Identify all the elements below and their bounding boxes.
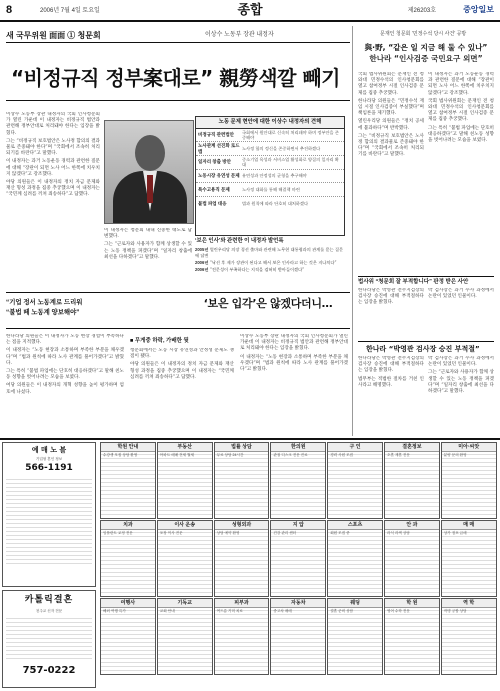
ad-cell[interactable]	[157, 442, 213, 519]
ad-title: 학 원	[385, 599, 439, 608]
ad-brand: 카톨릭결혼	[24, 595, 74, 605]
table-row: 불법 파업 대응 법과 원칙에 따라 단호히 대처하겠다	[198, 200, 309, 206]
ad-title: 스포츠	[328, 521, 382, 530]
ad-phone: 566-1191	[25, 462, 73, 473]
table-row: 노사관계 선진화 로드맵 노사정 합의 정신을 존중하면서 추진하겠다	[196, 142, 344, 156]
ad-title: 한의원	[271, 443, 325, 452]
ad-title: 부동산	[158, 443, 212, 452]
right-body2-col1	[358, 356, 424, 436]
ad-text: 중고차 매매	[273, 609, 292, 614]
ad-cell[interactable]	[327, 598, 383, 675]
paragraph: 여당 의원들은 이 내정자의 개혁 성향을 높이 평가하며 엄호에 나섰다.	[6, 383, 124, 395]
ad-text: 작명 궁합 상담	[443, 609, 467, 614]
table-row: 일자리 창출 방안 중소기업 육성과 서비스업 활성화로 양질의 일자리 확대	[196, 156, 344, 170]
ad-title: 성형외과	[215, 521, 269, 530]
paragraph: 그는 “비정규직 보호법안은 노사정 합의의 결과물로 존중돼야 한다”며 “국회에서 조속히 처리되기를 바란다”고 말했다.	[358, 133, 424, 158]
table-row: 노동시장 유연성 문제 유연성과 안정성의 균형을 추구해야	[196, 170, 344, 184]
ad-text: 초혼 재혼 전문	[387, 453, 410, 458]
ad-text: 수강생 모집 상담 환영	[103, 453, 138, 458]
lead-body-col2a	[104, 228, 192, 290]
right-body-col1	[358, 72, 424, 272]
ad-body	[6, 477, 92, 567]
ad-matchmaking[interactable]	[2, 442, 96, 587]
ad-title: 법률 상담	[215, 443, 269, 452]
table-title: 노동 문제 현안에 대한 이상수 내정자의 견해	[196, 117, 344, 129]
paragraph: 이 내정자는 과거 노동운동 경력과 관련한 질문에 대해 “장관이 되면 노사 어느 한쪽에 치우치지 않겠다”고 강조했다.	[428, 72, 494, 96]
remark-row: 2006년 “전문성이 부족하다는 지적을 겸허히 받아들이겠다”	[195, 266, 305, 272]
ad-cell[interactable]	[100, 598, 156, 675]
table-row: 비정규직 관련법안 국회에서 원안대로 신속히 처리돼야 하며 정부안을 존중해야	[196, 129, 344, 143]
ad-subtitle: 천주교 신자 전문	[35, 609, 63, 614]
right-headline-2: 한나라 “박영관 검사장 승진 부적절”	[366, 345, 480, 353]
paragraph: 그는 “근로자와 사용자가 함께 상생할 수 있는 노동 정책을 펴겠다”며 “일자리 창출에 최선을 다하겠다”고 말했다.	[428, 370, 494, 395]
paragraph: 국회 법사위원회는 문재인 전 청와대 민정수석의 인사청문회를 열고 참여정부 시절 인사검증 문제를 집중 추궁했다.	[428, 98, 494, 123]
ad-title: 지 압	[271, 521, 325, 530]
paragraph: 국회 법사위원회는 문재인 전 청와대 민정수석의 인사청문회를 열고 참여정부 시절 인사검증 문제를 집중 추궁했다.	[358, 72, 424, 96]
ad-cell[interactable]	[441, 442, 497, 519]
right-subhead: 법사위 “청문회 잘 부적합니다” 판정 받은 사안	[358, 279, 469, 285]
ad-title: 기독교	[158, 599, 212, 608]
ad-cell[interactable]	[270, 442, 326, 519]
ad-text: 관절 디스크 전문 진료	[273, 453, 308, 458]
ad-cell[interactable]	[327, 442, 383, 519]
issue-opinion-table	[195, 116, 345, 236]
ad-title: 학원 안내	[101, 443, 155, 452]
ad-phone: 757-0222	[22, 665, 76, 677]
ad-text: 무료 상담 24시간	[216, 453, 244, 458]
ad-text: 결혼 준비 상담	[330, 609, 354, 614]
ad-cell[interactable]	[214, 442, 270, 519]
paragraph: 한나라당은 박영관 전주지검장의 검사장 승진에 대해 부적절하다는 입장을 밝혔다.	[358, 288, 424, 306]
ad-cell[interactable]	[157, 598, 213, 675]
ad-text: 경력 사원 모집	[330, 453, 354, 458]
paragraph: 이 내정자는 과거 노동운동 경력과 관련한 질문에 대해 “장관이 되면 노사 어느 한쪽에 치우치지 않겠다”고 강조했다.	[6, 159, 100, 177]
series-tag: 새 국무위원 面面 ① 청문회	[6, 31, 101, 40]
paragraph: 야당 의원들은 이 내정자의 정치 자금 문제와 재산 형성 과정을 집중 추궁했으며 이 내정자는 “국민께 심려를 끼쳐 죄송하다”고 답했다.	[6, 180, 100, 198]
ad-title: 치과	[101, 521, 155, 530]
paragraph: 그는 “근로자와 사용자가 함께 상생할 수 있는 노동 정책을 펴겠다”며 “일자리 창출에 최선을 다하겠다”고 말했다.	[104, 242, 192, 260]
ad-cell[interactable]	[270, 598, 326, 675]
ad-title: 안 과	[385, 521, 439, 530]
paragraph: 그는 “비정규직 보호법안은 노사정 합의의 결과물로 존중돼야 한다”며 “국회에서 조속히 처리되기를 바란다”고 말했다.	[6, 138, 100, 157]
ad-subtitle: 기업형 혼인 정보	[35, 456, 63, 461]
issue-date: 2006년 7월 4일 토요일	[40, 8, 100, 14]
table-row: 특수고용직 문제 노사정 대화를 통해 해결책 마련	[196, 183, 344, 197]
divider	[358, 341, 494, 342]
right-body-col2	[428, 72, 494, 272]
ad-cell[interactable]	[100, 442, 156, 519]
ad-text: 라식 라섹 상담	[387, 531, 410, 536]
remarks-title: ‘보은 인사’와 관련한 이 내정자 발언록	[195, 238, 284, 244]
ad-text: 아파트 매매 전세 월세	[159, 453, 195, 458]
kicker	[6, 299, 82, 317]
lead-headline: “비정규직 정부案대로” 親勞색깔 빼기	[10, 66, 341, 90]
divider	[6, 292, 350, 293]
ad-cell[interactable]	[157, 520, 213, 597]
nominee-label: 이상수 노동부 장관 내정자	[205, 32, 274, 38]
kicker-line-2: “불법 떼 노동계 양보해야”	[6, 309, 80, 316]
paragraph: 박 검사장은 과거 수사 과정에서 논란이 있었던 인물이다.	[428, 288, 494, 300]
paragraph: 이 내정자는 “노동 현장과 소통하며 부족한 부분을 채우겠다”며 “법과 원칙에 따라 노사 관계를 풀어가겠다”고 밝혔다.	[240, 354, 348, 373]
ad-brand: 예 매 노 블	[31, 446, 67, 454]
right-sub-body1	[358, 288, 424, 340]
paragraph: 야당 의원들은 이 내정자의 정치 자금 문제와 재산 형성 과정을 집중 추궁했으며 이 내정자는 “국민께 심려를 끼쳐 죄송하다”고 답했다.	[130, 362, 234, 380]
ad-text: 포장 이사 전문	[159, 531, 183, 536]
ad-text: 건강 관리 센터	[273, 531, 297, 536]
ad-title: 이사 운송	[158, 521, 212, 530]
remarks-box	[195, 238, 345, 290]
ad-title: 구 인	[328, 443, 382, 452]
ad-title: 미아·씨앗	[442, 443, 496, 452]
section-title: 종합	[237, 2, 263, 17]
ad-text: 상담 예약 환영	[216, 531, 240, 536]
remark-row: 2005년 열린우리당 의장 경선 출마와 관련해 노무현 대통령과의 관계를 묻는 질문에 답변	[195, 246, 344, 258]
right-headline	[358, 42, 494, 64]
ad-cell[interactable]	[441, 598, 497, 675]
ad-cell[interactable]	[384, 520, 440, 597]
ad-title: 여행사	[101, 599, 155, 608]
ad-body	[6, 618, 92, 662]
page-number: 8	[6, 4, 13, 16]
ad-catholic-marriage[interactable]	[2, 590, 96, 688]
ad-text: 분양 문의 환영	[443, 453, 467, 458]
ad-title: 결혼정보	[385, 443, 439, 452]
masthead	[0, 0, 500, 22]
paragraph: 열린우리당 의원들은 “정치 공세에 불과하다”며 반박했다.	[358, 119, 424, 131]
right-body2-col2	[428, 356, 494, 436]
ad-text: 회원 모집 중	[330, 531, 350, 536]
ad-text: 해외 여행 특가	[103, 609, 126, 614]
divider	[6, 42, 350, 43]
paragraph: 한나라당 의원들은 이 내정자가 노동 현장 경험이 부족하다는 점을 지적했다.	[6, 334, 124, 346]
paragraph: 그는 특히 “불법 파업에는 단호히 대응하겠다”고 말해 친노동 성향을 벗어나려는 모습을 보였다.	[428, 125, 494, 144]
ad-cell[interactable]	[214, 520, 270, 597]
ad-cell[interactable]	[270, 520, 326, 597]
paragraph: 법무부는 적법한 절차를 거친 인사라고 해명했다.	[358, 376, 424, 388]
divider	[6, 100, 350, 101]
right-sub-body2	[428, 288, 494, 340]
paper-name: 중앙일보	[463, 5, 494, 14]
paragraph: 청문회에서는 노동 시장 유연성과 안정성 문제도 쟁점이 됐다.	[130, 348, 234, 360]
right-headline-line-2: 한나라 “인사검증 국민요구 외면”	[369, 54, 483, 63]
paragraph: 이상수 노동부 장관 내정자의 국회 인사청문회가 열린 가운데 이 내정자는 비정규직 법안과 관련해 정부안대로 처리돼야 한다는 입장을 밝혔다.	[240, 334, 348, 352]
ad-text: 영어 수학 전문	[387, 609, 410, 614]
column-divider	[352, 26, 353, 436]
ad-text: 교회 안내	[159, 609, 175, 614]
paragraph: 한나라당은 박영관 전주지검장의 검사장 승진에 대해 부적절하다는 입장을 밝혔다.	[358, 356, 424, 374]
second-story-col3	[240, 334, 348, 434]
paragraph: 한나라당 의원들은 “민정수석 재임 시절 인사검증이 부실했다”며 책임론을 제기했다.	[358, 98, 424, 117]
second-story-col1	[6, 334, 124, 434]
right-headline-line-1: 與·野, “같은 일 지금 해 둘 수 있나”	[364, 43, 488, 52]
ad-title: 웨딩	[328, 599, 382, 608]
ad-cell[interactable]	[441, 520, 497, 597]
ad-cell[interactable]	[100, 520, 156, 597]
ad-cell[interactable]	[327, 520, 383, 597]
divider	[6, 328, 350, 329]
ad-title: 역 학	[442, 599, 496, 608]
issue-number: 제26203호	[407, 8, 436, 14]
paragraph: 이 내정자는 청문회 내내 신중한 태도로 답변했다.	[104, 228, 192, 240]
ad-title: 자동차	[271, 599, 325, 608]
ad-cell[interactable]	[214, 598, 270, 675]
ad-text: 여드름 기미 치료	[216, 609, 243, 614]
paragraph: 그는 특히 “불법 파업에는 단호히 대응하겠다”고 말해 친노동 성향을 벗어나려는 모습을 보였다.	[6, 369, 124, 381]
second-story-subhead: ■ 무게중 하락, 가배한 뒷	[130, 338, 189, 344]
paragraph: 박 검사장은 과거 수사 과정에서 논란이 있었던 인물이다.	[428, 356, 494, 368]
ad-text: 임플란트 교정 전문	[103, 531, 133, 536]
second-story-col2	[130, 348, 234, 434]
remark-row: 2006년 “낙선 후 제가 장관이 된다고 해서 보은 인사라고 하는 것은 지나치다”	[195, 259, 337, 265]
paragraph: 이 내정자는 “노동 현장과 소통하며 부족한 부분을 채우겠다”며 “법과 원칙에 따라 노사 관계를 풀어가겠다”고 밝혔다.	[6, 348, 124, 366]
nominee-photo	[104, 120, 194, 224]
ad-cell[interactable]	[384, 598, 440, 675]
secondary-headline: ‘보은 입각’은 않겠다더니…	[203, 297, 333, 310]
ad-text: 상가 점포 급매	[443, 531, 467, 536]
right-kicker: 문재인 청문회 ‘민정수석 당시 사건’ 공방	[380, 31, 467, 37]
paragraph: 이상수 노동부 장관 내정자의 국회 인사청문회가 열린 가운데 이 내정자는 비정규직 법안과 관련해 정부안대로 처리돼야 한다는 입장을 밝혔다.	[6, 112, 100, 136]
ad-cell[interactable]	[384, 442, 440, 519]
ad-title: 매 매	[442, 521, 496, 530]
ad-title: 피부과	[215, 599, 269, 608]
kicker-line-1: “기업 정서 노동계로 드리워	[6, 299, 83, 306]
lead-body-col1	[6, 112, 100, 290]
divider	[358, 276, 494, 277]
